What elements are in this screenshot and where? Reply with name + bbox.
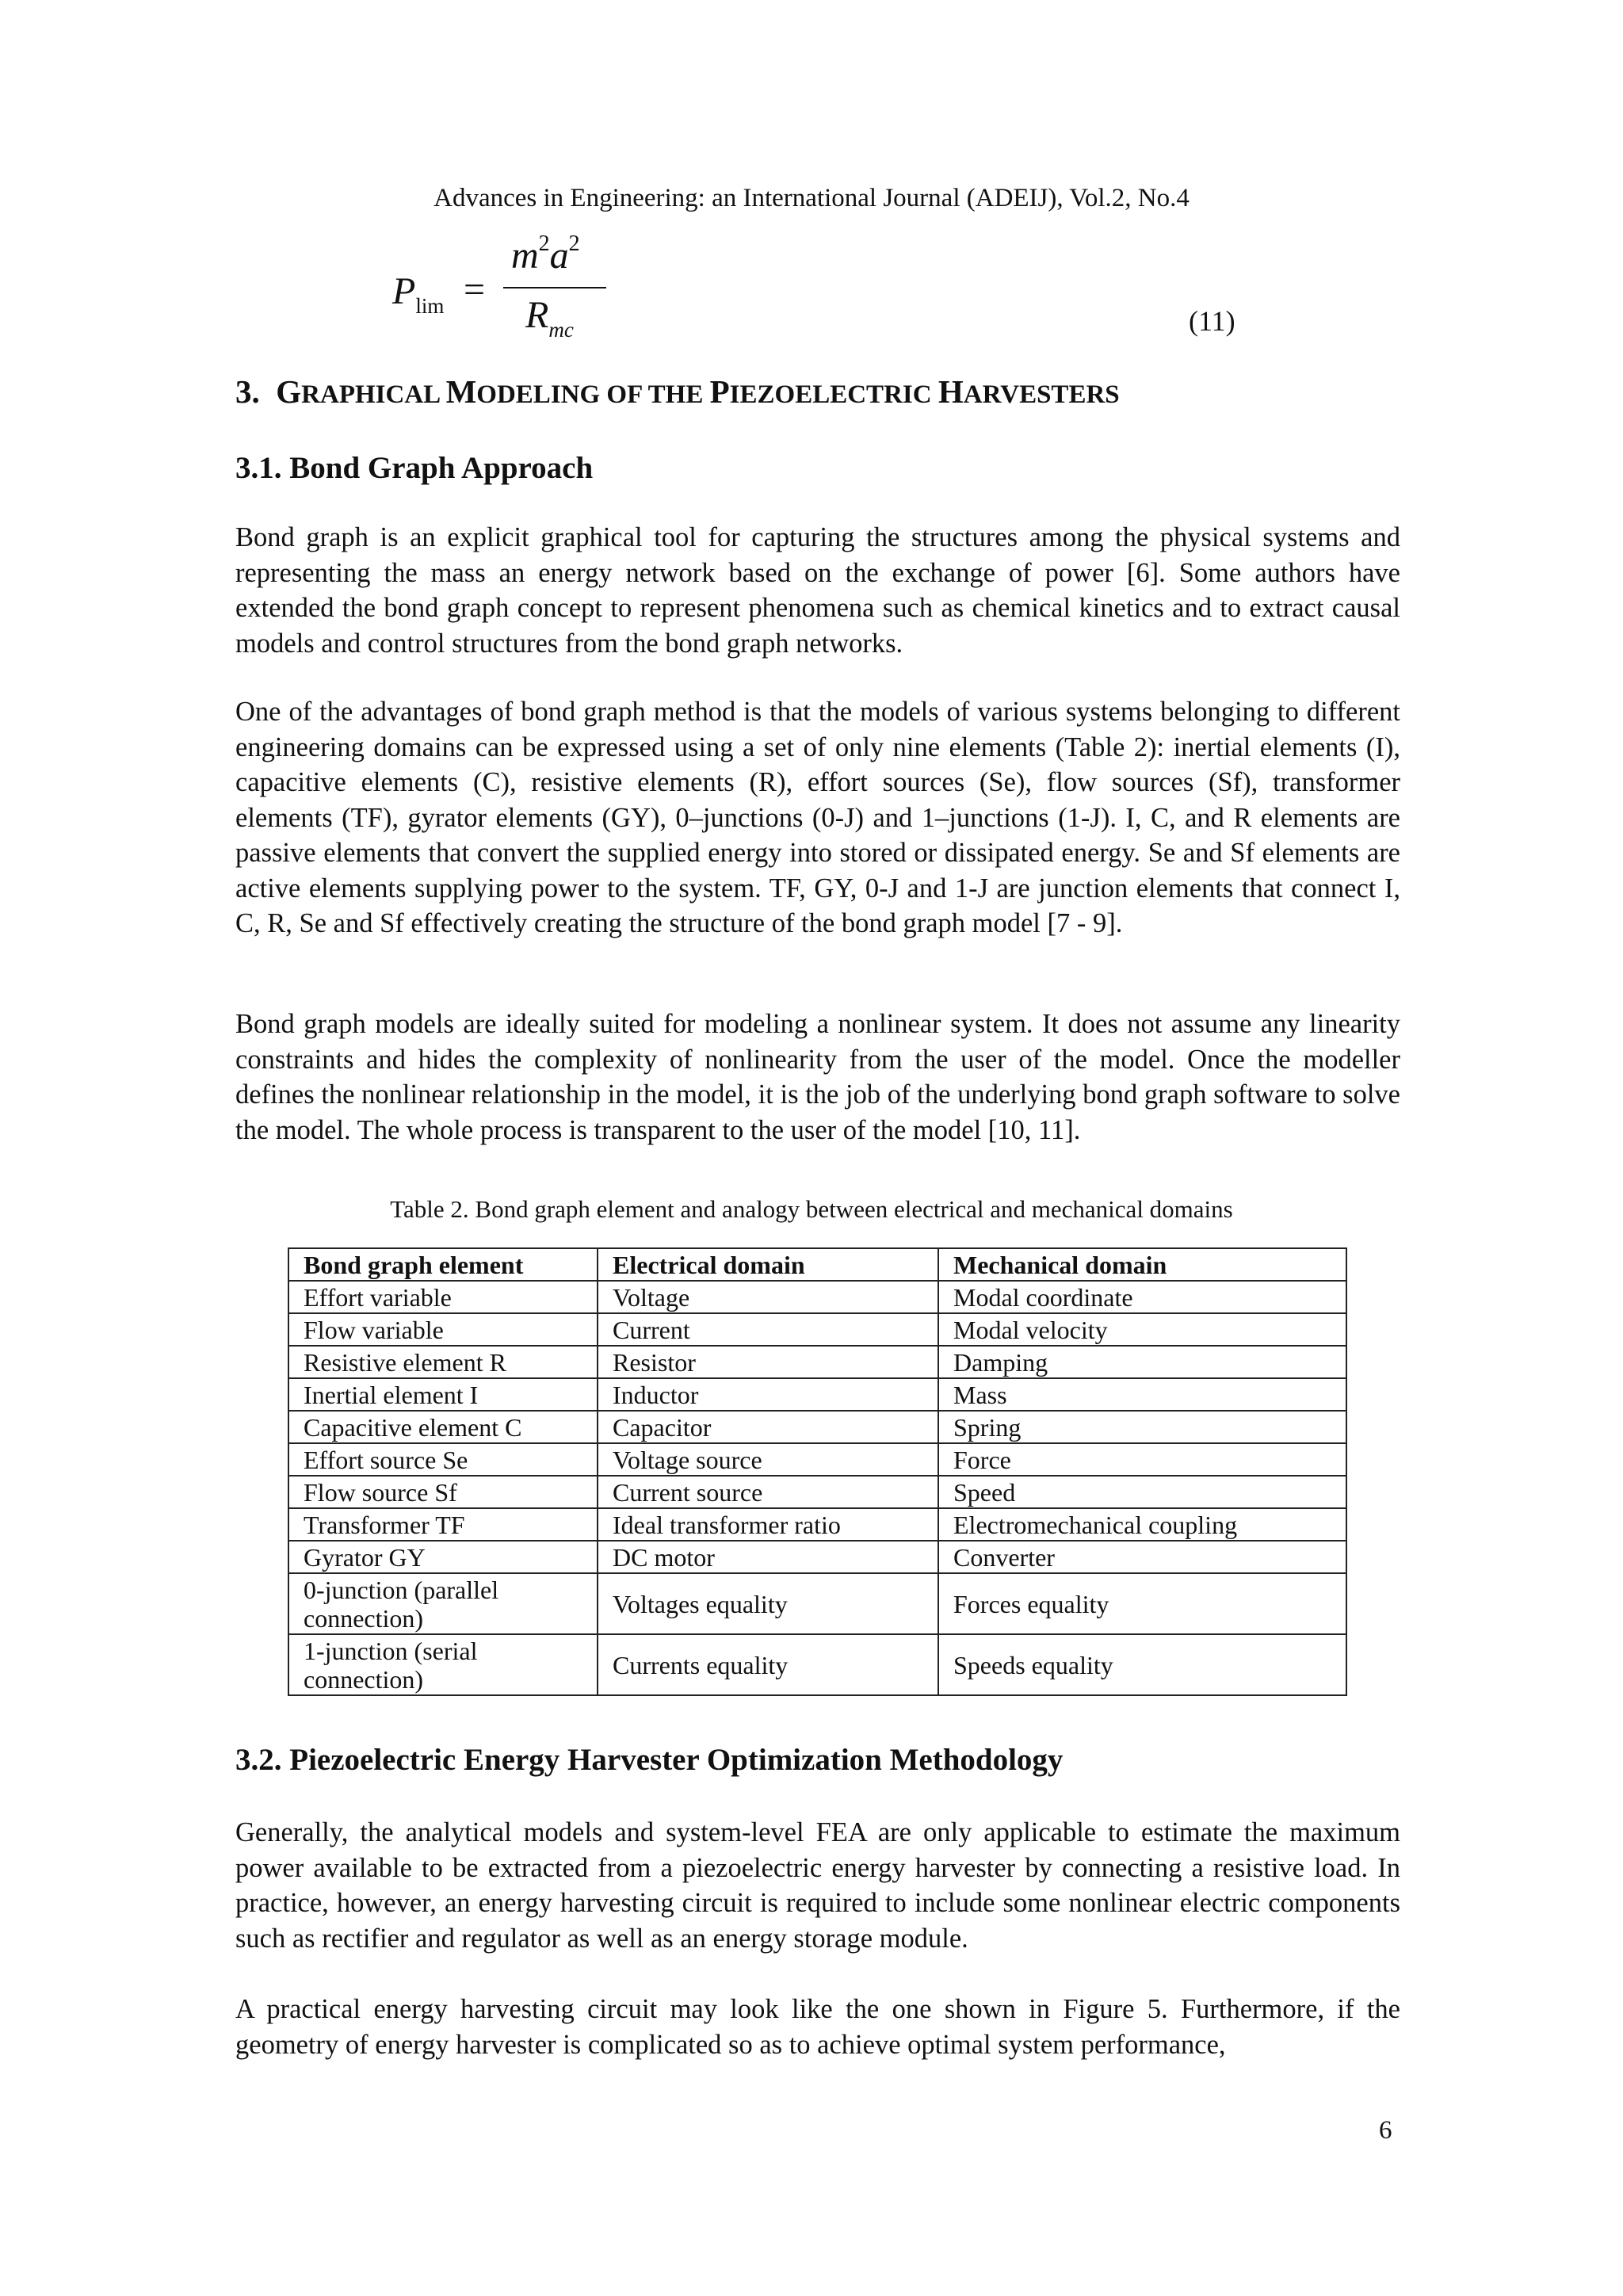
table-cell: 0-junction (parallel connection) bbox=[288, 1573, 598, 1634]
table-cell: Ideal transformer ratio bbox=[598, 1508, 938, 1541]
subsection-heading-3-1: 3.1. Bond Graph Approach bbox=[235, 451, 594, 485]
table-cell: Damping bbox=[938, 1346, 1346, 1378]
table-cell: Transformer TF bbox=[288, 1508, 598, 1541]
table-cell: Voltage bbox=[598, 1281, 938, 1313]
paragraph: A practical energy harvesting circuit may look like the one shown in Figure 5. Furthermore, if the geometry of energy harvester is complicated so as to achieve optimal system performance, bbox=[235, 1994, 1400, 2060]
page-number: 6 bbox=[1379, 2116, 1392, 2145]
table-cell: Modal coordinate bbox=[938, 1281, 1346, 1313]
table-row bbox=[288, 1443, 1346, 1476]
table-row bbox=[288, 1313, 1346, 1346]
table-cell: Resistive element R bbox=[288, 1346, 598, 1378]
table-row bbox=[288, 1378, 1346, 1411]
analogy-table bbox=[288, 1247, 1347, 1696]
table-row bbox=[288, 1508, 1346, 1541]
table-cell: Inductor bbox=[598, 1378, 938, 1411]
paragraph: Bond graph models are ideally suited for modeling a nonlinear system. It does not assume any linearity constraints and hides the complexity of nonlinearity from the user of the model. Once the modeller defines the nonlinear relationship in the model, it is the job of the underlying bond graph software to solve the model. The whole process is transparent to the user of the model [10, 11]. bbox=[235, 1009, 1400, 1145]
paragraph: One of the advantages of bond graph method is that the models of various systems belonging to different engineering domains can be expressed using a set of only nine elements (Table 2): inertial elements (I), capacitive elements (C), resistive elements (R), effort sources (Se), flow sources (Sf), transformer elements (TF), gyrator elements (GY), 0–junctions (0-J) and 1–junctions (1-J). I, C, and R elements are passive elements that convert the supplied energy into stored or dissipated energy. Se and Sf elements are active elements supplying power to the system. TF, GY, 0-J and 1-J are junction elements that connect I, C, R, Se and Sf effectively creating the structure of the bond graph model [7 - 9]. bbox=[235, 697, 1400, 938]
subsection-heading-3-2: 3.2. Piezoelectric Energy Harvester Optimization Methodology bbox=[235, 1743, 1064, 1777]
table-cell: Forces equality bbox=[938, 1573, 1346, 1634]
equation-denominator: $R_{mc}$ bbox=[525, 294, 574, 342]
table-header-cell: Mechanical domain bbox=[938, 1248, 1346, 1281]
table-cell: Effort variable bbox=[288, 1281, 598, 1313]
equation-numerator: $m^2a^2$ bbox=[511, 231, 580, 277]
table-row bbox=[288, 1411, 1346, 1443]
table-cell: Gyrator GY bbox=[288, 1541, 598, 1573]
table-cell: Flow source Sf bbox=[288, 1476, 598, 1508]
paragraph: Bond graph is an explicit graphical tool for capturing the structures among the physical systems and representing the mass an energy network based on the exchange of power [6]. Some authors have extended the bond graph concept to represent phenomena such as chemical kinetics and to extract causal models and control structures from the bond graph networks. bbox=[235, 522, 1400, 659]
table-row bbox=[288, 1573, 1346, 1634]
table-cell: Converter bbox=[938, 1541, 1346, 1573]
table-cell: Electromechanical coupling bbox=[938, 1508, 1346, 1541]
table-header-row bbox=[288, 1248, 1346, 1281]
equation-11 bbox=[392, 231, 1423, 350]
table-header-cell: Bond graph element bbox=[288, 1248, 598, 1281]
table-cell: Capacitive element C bbox=[288, 1411, 598, 1443]
table-cell: Modal velocity bbox=[938, 1313, 1346, 1346]
table-cell: Resistor bbox=[598, 1346, 938, 1378]
equation-equals: = bbox=[464, 269, 486, 311]
table-cell: 1-junction (serial connection) bbox=[288, 1634, 598, 1695]
running-header: Advances in Engineering: an International Journal (ADEIJ), Vol.2, No.4 bbox=[433, 184, 1190, 212]
table-cell: DC motor bbox=[598, 1541, 938, 1573]
equation-number: (11) bbox=[1189, 305, 1235, 337]
equation-lhs: $P_{lim}$ bbox=[392, 270, 445, 318]
table-cell: Force bbox=[938, 1443, 1346, 1476]
table-cell: Voltage source bbox=[598, 1443, 938, 1476]
table-cell: Speed bbox=[938, 1476, 1346, 1508]
table-cell: Currents equality bbox=[598, 1634, 938, 1695]
table-row bbox=[288, 1541, 1346, 1573]
table-caption: Table 2. Bond graph element and analogy between electrical and mechanical domains bbox=[390, 1195, 1233, 1223]
table-cell: Capacitor bbox=[598, 1411, 938, 1443]
table-cell: Voltages equality bbox=[598, 1573, 938, 1634]
table-cell: Inertial element I bbox=[288, 1378, 598, 1411]
table-header-cell: Electrical domain bbox=[598, 1248, 938, 1281]
table-cell: Speeds equality bbox=[938, 1634, 1346, 1695]
table-row bbox=[288, 1476, 1346, 1508]
section-heading: 3. GRAPHICAL MODELING OF THE PIEZOELECTRIC HARVESTERS bbox=[235, 373, 1120, 410]
table-cell: Current source bbox=[598, 1476, 938, 1508]
table-cell: Flow variable bbox=[288, 1313, 598, 1346]
table-cell: Mass bbox=[938, 1378, 1346, 1411]
table-cell: Current bbox=[598, 1313, 938, 1346]
table-cell: Effort source Se bbox=[288, 1443, 598, 1476]
table-row bbox=[288, 1281, 1346, 1313]
fraction-bar bbox=[503, 287, 606, 288]
table-row bbox=[288, 1346, 1346, 1378]
paragraph: Generally, the analytical models and system-level FEA are only applicable to estimate the maximum power available to be extracted from a piezoelectric energy harvester by connecting a resistive load. In practice, however, an energy harvesting circuit is required to include some nonlinear electric components such as rectifier and regulator as well as an energy storage module. bbox=[235, 1817, 1400, 1954]
table-cell: Spring bbox=[938, 1411, 1346, 1443]
table-row bbox=[288, 1634, 1346, 1695]
